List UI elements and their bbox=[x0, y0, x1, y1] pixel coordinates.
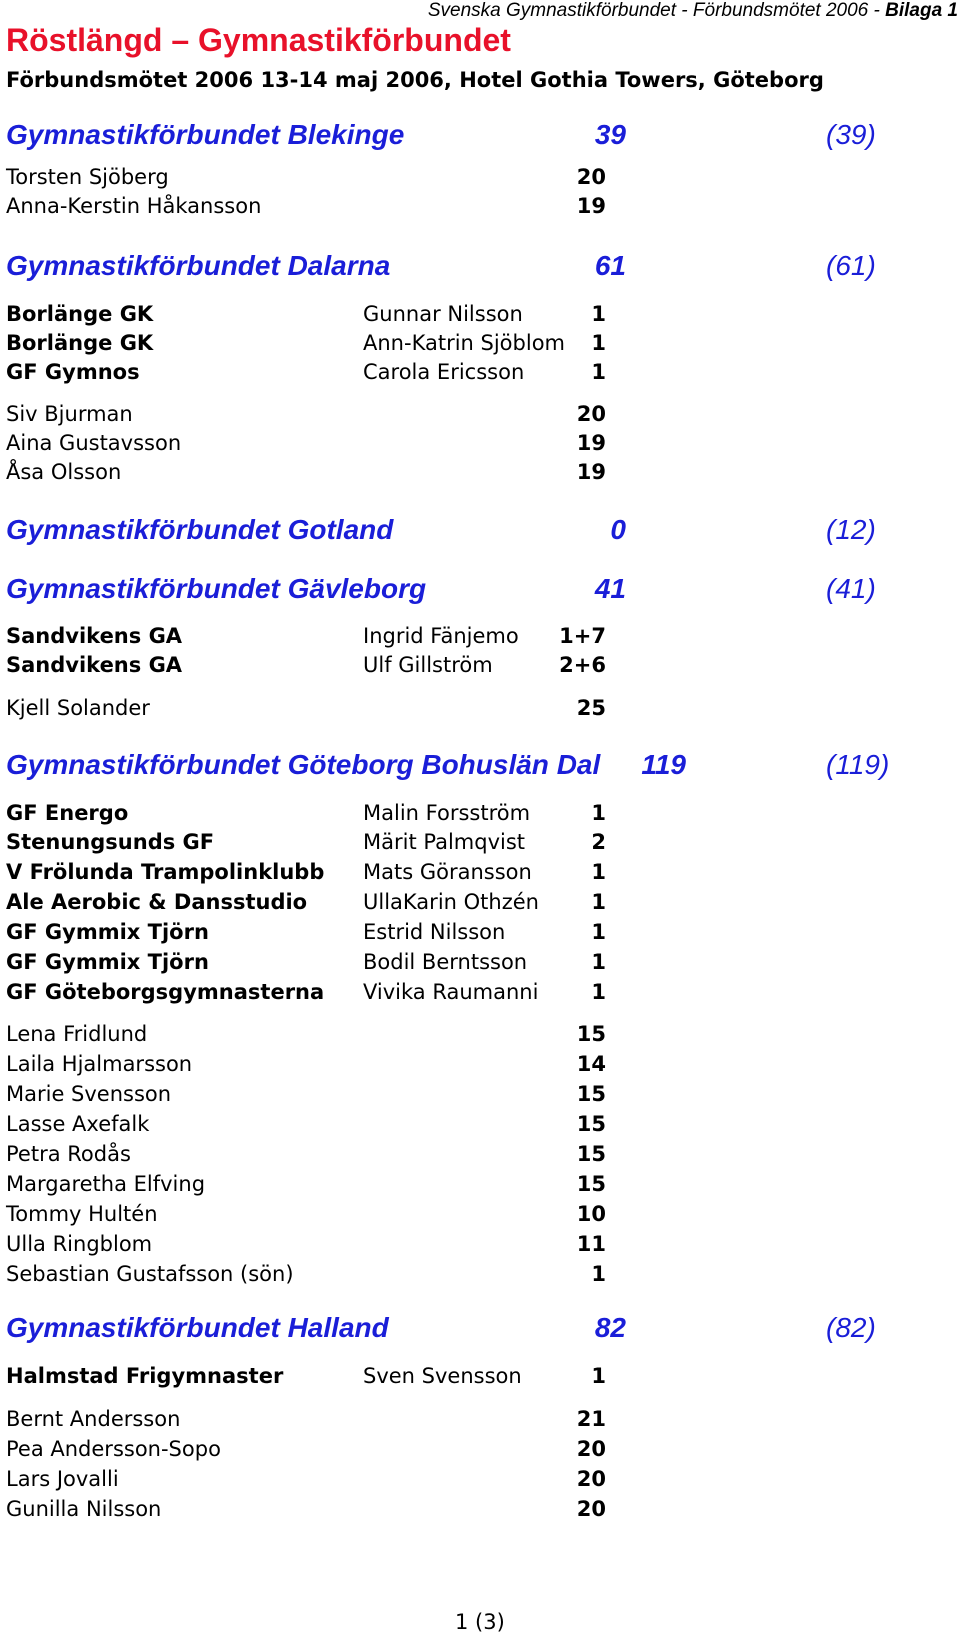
person-name: Aina Gustavsson bbox=[6, 431, 182, 455]
club-name: V Frölunda Trampolinklubb bbox=[6, 860, 325, 884]
club-name: GF Energo bbox=[6, 801, 129, 825]
club-row bbox=[6, 1364, 606, 1392]
person-votes: 14 bbox=[576, 1052, 606, 1076]
person-row bbox=[6, 1407, 606, 1435]
person-row bbox=[6, 1202, 606, 1230]
representative-name: Ulf Gillström bbox=[363, 653, 493, 677]
club-votes: 2 bbox=[591, 830, 606, 854]
person-row bbox=[6, 1497, 606, 1525]
person-name: Kjell Solander bbox=[6, 696, 150, 720]
representative-name: Mats Göransson bbox=[363, 860, 532, 884]
person-votes: 20 bbox=[576, 1497, 606, 1521]
district-name: Gymnastikförbundet Gotland bbox=[6, 514, 394, 545]
district-name: Gymnastikförbundet Gävleborg bbox=[6, 573, 427, 604]
district-name: Gymnastikförbundet Halland bbox=[6, 1312, 389, 1343]
person-votes: 20 bbox=[576, 165, 606, 189]
person-name: Lars Jovalli bbox=[6, 1467, 119, 1491]
club-name: GF Göteborgsgymnasterna bbox=[6, 980, 325, 1004]
club-votes: 1 bbox=[591, 801, 606, 825]
person-name: Laila Hjalmarsson bbox=[6, 1052, 193, 1076]
club-votes: 2+6 bbox=[559, 653, 606, 677]
club-row bbox=[6, 624, 606, 652]
person-name: Anna-Kerstin Håkansson bbox=[6, 194, 262, 218]
person-row bbox=[6, 1437, 606, 1465]
person-votes: 19 bbox=[576, 431, 606, 455]
person-row bbox=[6, 431, 606, 459]
district-votes: 119 bbox=[641, 749, 686, 780]
document-title: Röstlängd – Gymnastikförbundet bbox=[6, 22, 511, 58]
club-votes: 1 bbox=[591, 302, 606, 326]
club-row bbox=[6, 860, 606, 888]
person-votes: 15 bbox=[576, 1142, 606, 1166]
district-previous-votes: (12) bbox=[826, 514, 876, 545]
representative-name: Carola Ericsson bbox=[363, 360, 525, 384]
district-name: Gymnastikförbundet Blekinge bbox=[6, 119, 405, 150]
person-row bbox=[6, 696, 606, 724]
person-name: Lasse Axefalk bbox=[6, 1112, 150, 1136]
document-subtitle: Förbundsmötet 2006 13-14 maj 2006, Hotel Gothia Towers, Göteborg bbox=[6, 68, 824, 92]
person-name: Tommy Hultén bbox=[6, 1202, 158, 1226]
district-heading-halland bbox=[6, 1312, 956, 1352]
club-row bbox=[6, 653, 606, 681]
district-votes: 61 bbox=[594, 250, 626, 281]
person-row bbox=[6, 194, 606, 222]
person-votes: 20 bbox=[576, 402, 606, 426]
district-heading-gotland bbox=[6, 514, 956, 554]
club-votes: 1+7 bbox=[559, 624, 606, 648]
district-name: Gymnastikförbundet Dalarna bbox=[6, 250, 391, 281]
club-name: Halmstad Frigymnaster bbox=[6, 1364, 284, 1388]
club-votes: 1 bbox=[591, 1364, 606, 1388]
person-name: Lena Fridlund bbox=[6, 1022, 148, 1046]
district-votes: 41 bbox=[594, 573, 626, 604]
representative-name: Estrid Nilsson bbox=[363, 920, 506, 944]
club-votes: 1 bbox=[591, 860, 606, 884]
person-votes: 19 bbox=[576, 194, 606, 218]
person-name: Pea Andersson-Sopo bbox=[6, 1437, 221, 1461]
person-name: Siv Bjurman bbox=[6, 402, 133, 426]
person-votes: 10 bbox=[576, 1202, 606, 1226]
header-text: Svenska Gymnastikförbundet - Förbundsmötet 2006 - bbox=[427, 0, 886, 21]
person-row bbox=[6, 1467, 606, 1495]
person-name: Bernt Andersson bbox=[6, 1407, 181, 1431]
page-header bbox=[428, 0, 958, 22]
district-votes: 82 bbox=[594, 1312, 626, 1343]
person-row bbox=[6, 165, 606, 193]
club-votes: 1 bbox=[591, 890, 606, 914]
representative-name: Ann-Katrin Sjöblom bbox=[363, 331, 566, 355]
person-row bbox=[6, 1022, 606, 1050]
district-previous-votes: (82) bbox=[826, 1312, 876, 1343]
club-name: Sandvikens GA bbox=[6, 653, 183, 677]
person-row bbox=[6, 1142, 606, 1170]
club-row bbox=[6, 890, 606, 918]
person-votes: 15 bbox=[576, 1082, 606, 1106]
person-name: Petra Rodås bbox=[6, 1142, 131, 1166]
person-row bbox=[6, 1172, 606, 1200]
person-name: Torsten Sjöberg bbox=[6, 165, 169, 189]
person-row bbox=[6, 1262, 606, 1290]
district-heading-gavleborg bbox=[6, 573, 956, 613]
person-row bbox=[6, 1052, 606, 1080]
club-name: Ale Aerobic & Dansstudio bbox=[6, 890, 308, 914]
district-heading-dalarna bbox=[6, 250, 956, 290]
person-votes: 19 bbox=[576, 460, 606, 484]
person-votes: 15 bbox=[576, 1022, 606, 1046]
club-name: GF Gymmix Tjörn bbox=[6, 920, 209, 944]
person-votes: 20 bbox=[576, 1437, 606, 1461]
representative-name: Sven Svensson bbox=[363, 1364, 522, 1388]
representative-name: UllaKarin Othzén bbox=[363, 890, 539, 914]
person-row bbox=[6, 1112, 606, 1140]
club-votes: 1 bbox=[591, 920, 606, 944]
district-heading-goteborg bbox=[6, 749, 956, 789]
representative-name: Malin Forsström bbox=[363, 801, 531, 825]
representative-name: Gunnar Nilsson bbox=[363, 302, 523, 326]
person-row bbox=[6, 460, 606, 488]
club-row bbox=[6, 950, 606, 978]
district-previous-votes: (61) bbox=[826, 250, 876, 281]
club-row bbox=[6, 302, 606, 330]
district-previous-votes: (41) bbox=[826, 573, 876, 604]
district-name: Gymnastikförbundet Göteborg Bohuslän Dal bbox=[6, 749, 601, 780]
person-name: Sebastian Gustafsson (sön) bbox=[6, 1262, 294, 1286]
district-votes: 39 bbox=[594, 119, 626, 150]
club-votes: 1 bbox=[591, 950, 606, 974]
club-row bbox=[6, 331, 606, 359]
person-votes: 21 bbox=[576, 1407, 606, 1431]
district-previous-votes: (119) bbox=[826, 749, 890, 780]
representative-name: Vivika Raumanni bbox=[363, 980, 539, 1004]
club-name: Borlänge GK bbox=[6, 331, 154, 355]
person-votes: 25 bbox=[576, 696, 606, 720]
club-row bbox=[6, 830, 606, 858]
person-name: Margaretha Elfving bbox=[6, 1172, 206, 1196]
person-votes: 1 bbox=[591, 1262, 606, 1286]
district-heading-blekinge bbox=[6, 119, 956, 159]
person-row bbox=[6, 1082, 606, 1110]
club-row bbox=[6, 360, 606, 388]
person-name: Ulla Ringblom bbox=[6, 1232, 153, 1256]
club-name: Sandvikens GA bbox=[6, 624, 183, 648]
person-name: Åsa Olsson bbox=[6, 460, 122, 484]
person-votes: 20 bbox=[576, 1467, 606, 1491]
person-name: Gunilla Nilsson bbox=[6, 1497, 162, 1521]
page-number: 1 (3) bbox=[455, 1610, 505, 1634]
person-row bbox=[6, 402, 606, 430]
club-votes: 1 bbox=[591, 331, 606, 355]
club-row bbox=[6, 980, 606, 1008]
club-row bbox=[6, 801, 606, 829]
club-name: GF Gymmix Tjörn bbox=[6, 950, 209, 974]
representative-name: Märit Palmqvist bbox=[363, 830, 526, 854]
person-votes: 11 bbox=[576, 1232, 606, 1256]
club-votes: 1 bbox=[591, 980, 606, 1004]
person-row bbox=[6, 1232, 606, 1260]
person-votes: 15 bbox=[576, 1172, 606, 1196]
club-name: Stenungsunds GF bbox=[6, 830, 215, 854]
person-votes: 15 bbox=[576, 1112, 606, 1136]
club-name: Borlänge GK bbox=[6, 302, 154, 326]
club-votes: 1 bbox=[591, 360, 606, 384]
person-name: Marie Svensson bbox=[6, 1082, 172, 1106]
header-appendix: Bilaga 1 bbox=[885, 0, 958, 21]
club-name: GF Gymnos bbox=[6, 360, 140, 384]
representative-name: Bodil Berntsson bbox=[363, 950, 528, 974]
district-previous-votes: (39) bbox=[826, 119, 876, 150]
representative-name: Ingrid Fänjemo bbox=[363, 624, 519, 648]
district-votes: 0 bbox=[610, 514, 626, 545]
club-row bbox=[6, 920, 606, 948]
